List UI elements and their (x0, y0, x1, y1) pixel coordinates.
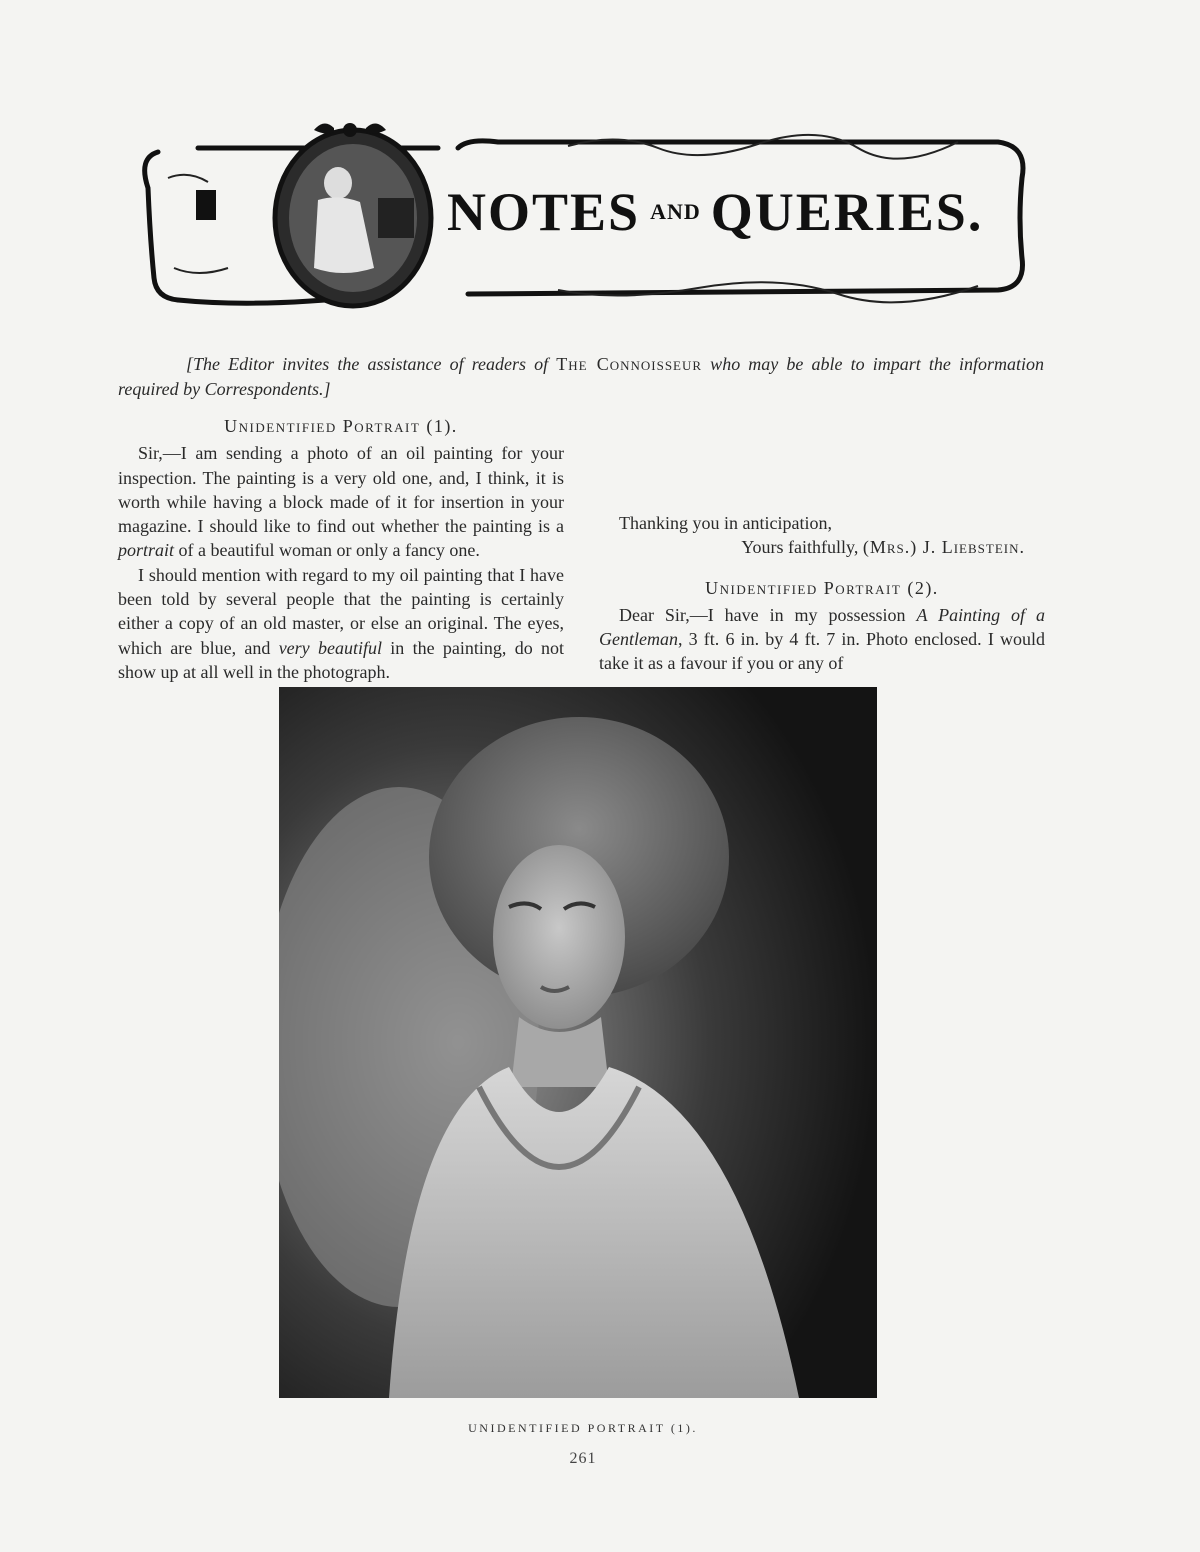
figure-caption: UNIDENTIFIED PORTRAIT (1). (468, 1421, 698, 1435)
page-number: 261 (569, 1450, 597, 1467)
article1-p2: I should mention with regard to my oil painting that I have been told by several people that the painting is certainly either a copy of an old master, or else an original. The eyes, which are blue, and (118, 564, 564, 658)
editor-note-before: [The Editor invites the assistance of readers of (186, 354, 557, 374)
article1-p2-b: in the painting, do not show up at all well in the photograph. (118, 637, 565, 682)
editor-note-after: who may be able to impart the information required by Correspondents.] (118, 354, 1044, 399)
article1-heading: Unidentified Portrait (1). (224, 416, 458, 436)
vignette-initial (275, 130, 431, 306)
portrait-image (279, 687, 877, 1398)
article1-paragraph2 (118, 563, 564, 684)
small-block-ornament (196, 190, 216, 220)
editor-note (118, 352, 1044, 402)
article1-p1-em: portrait (118, 540, 175, 561)
title-and: AND (650, 199, 701, 224)
article2-paragraph1 (599, 603, 1045, 676)
signature-prefix: Yours faithfully, (741, 537, 863, 558)
article2-p1-a: Dear Sir,—I have in my possession (619, 604, 917, 625)
article2-p1-b: , 3 ft. 6 in. by 4 ft. 7 in. Photo enclosed. I would take it as a favour if you or any of (599, 629, 1045, 674)
article1-closing: Thanking you in anticipation, (619, 513, 832, 533)
article2-p1-em: A Painting of a Gentleman (599, 604, 1045, 650)
article1-p1-b: of a beautiful woman or only a fancy one. (174, 540, 480, 561)
article2-heading: Unidentified Portrait (2). (705, 577, 939, 598)
magazine-name: The Connoisseur (556, 354, 703, 374)
title-notes: NOTES (447, 182, 641, 242)
banner-title (447, 172, 1027, 252)
left-column (118, 414, 564, 684)
article1-p2-em: very beautiful (278, 637, 382, 658)
title-queries: QUERIES. (710, 182, 984, 242)
portrait-illustration (279, 687, 877, 1398)
article1-signature (599, 535, 1045, 559)
right-column (599, 414, 1045, 676)
signature-name: (Mrs.) J. Liebstein. (862, 537, 1025, 558)
article1-paragraph1 (118, 441, 564, 562)
article1-p1-a: Sir,—I am sending a photo of an oil painting for your inspection. The painting is a very old one, and, I think, it is worth while having a block made of it for insertion in your magazine. I should like to find out whether the painting is a (118, 443, 564, 537)
